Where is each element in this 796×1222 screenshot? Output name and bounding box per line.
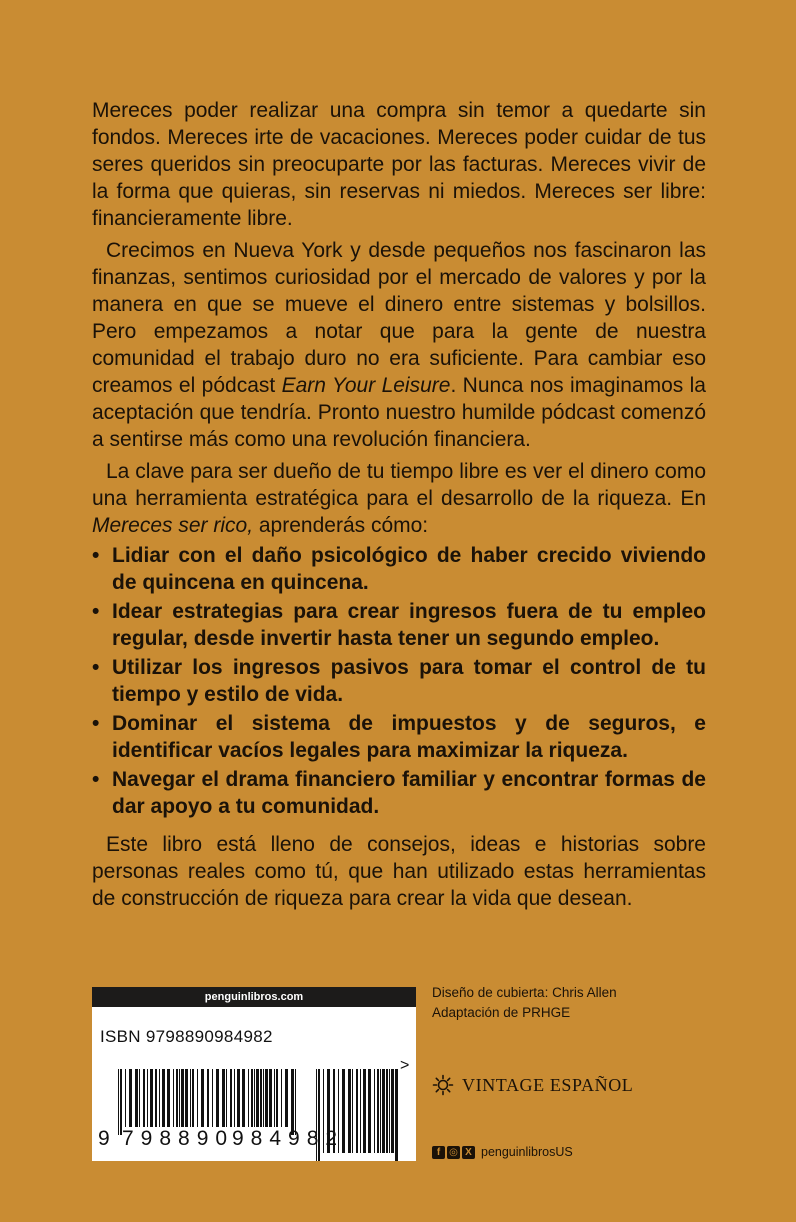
barcode-digits-right: 984982 (232, 1127, 345, 1150)
barcode-bar (254, 1069, 255, 1127)
barcode-bar (212, 1069, 213, 1127)
list-item (92, 542, 706, 596)
paragraph-2 (92, 237, 706, 453)
paragraph-1: Mereces poder realizar una compra sin temor a quedarte sin fondos. Mereces irte de vacaciones. Mereces poder cuidar de tus seres queridos sin preocuparte por las facturas. Mereces vivir de la forma que quieras, sin reservas ni miedos. Mereces ser libre: financieramente libre. (92, 99, 706, 230)
instagram-icon: ◎ (447, 1146, 460, 1159)
facebook-icon: f (432, 1146, 445, 1159)
barcode-bar (234, 1069, 235, 1127)
barcode-bar (281, 1069, 282, 1127)
cover-design-credit: Diseño de cubierta: Chris Allen (432, 985, 617, 1000)
closing-paragraph: Este libro está lleno de consejos, ideas e historias sobre personas reales como tú, que han utilizado estas herramientas de construcción de riqueza para crear la vida que desean. (92, 833, 706, 910)
barcode-bar (251, 1069, 253, 1127)
barcode-bar (173, 1069, 174, 1127)
list-item (92, 766, 706, 820)
isbn-barcode-box (92, 987, 416, 1161)
barcode-bar (242, 1069, 245, 1127)
barcode-bar (207, 1069, 209, 1127)
barcode-bar (179, 1069, 180, 1127)
barcode-bar (201, 1069, 204, 1127)
list-item (92, 710, 706, 764)
barcode-bar (159, 1069, 160, 1127)
paragraph-3-start: La clave para ser dueño de tu tiempo libre es ver el dinero como una herramienta estratégica para el desarrollo de la riqueza. En (92, 460, 706, 510)
barcode-bar (185, 1069, 188, 1127)
social-handle: penguinlibrosUS (481, 1145, 573, 1159)
barcode-bar (291, 1069, 294, 1135)
bullet-mark: • (92, 544, 100, 567)
imprint-name: VINTAGE ESPAÑOL (462, 1074, 634, 1095)
barcode-bar (181, 1069, 184, 1127)
barcode-bar (237, 1069, 240, 1127)
barcode-bar (276, 1069, 278, 1127)
barcode-digits (92, 1127, 416, 1155)
barcode-bar (216, 1069, 219, 1127)
barcode-bar (269, 1069, 272, 1127)
barcode-bars-main (118, 1069, 296, 1135)
adaptation-credit: Adaptación de PRHGE (432, 1005, 571, 1020)
list-item (92, 654, 706, 708)
list-item-text: Idear estrategias para crear ingresos fuera de tu empleo regular, desde invertir hasta tener un segundo empleo. (112, 600, 706, 650)
social-media (432, 1142, 573, 1162)
paragraph-2-end: . Nunca nos imaginamos la aceptación que tendría. Pronto nuestro humilde pódcast comenzó a sentirse más como una revolución financiera. (92, 374, 706, 451)
barcode-bar (139, 1069, 140, 1127)
book-title: Mereces ser rico, (92, 514, 254, 537)
paragraph-3 (92, 458, 706, 539)
barcode-bar (260, 1069, 262, 1127)
closing-text (92, 831, 706, 912)
list-item-text: Navegar el drama financiero familiar y encontrar formas de dar apoyo a tu comunidad. (112, 768, 706, 818)
barcode-bar (295, 1069, 296, 1135)
list-item-text: Dominar el sistema de impuestos y de seguros, e identificar vacíos legales para maximizar la riqueza. (112, 712, 706, 762)
barcode-bar (167, 1069, 170, 1127)
barcode-bar (155, 1069, 157, 1127)
cover-credits (432, 983, 617, 1023)
barcode-bar (162, 1069, 165, 1127)
barcode-bar (192, 1069, 194, 1127)
barcode-bar (265, 1069, 268, 1127)
quiet-zone-mark: > (400, 1057, 410, 1074)
barcode-bar (120, 1069, 122, 1135)
barcode-bar (222, 1069, 225, 1127)
barcode-bar (125, 1069, 126, 1127)
barcode-bar (263, 1069, 264, 1127)
barcode-bar (176, 1069, 178, 1127)
barcode-bar (143, 1069, 145, 1127)
barcode-bar (118, 1069, 119, 1135)
barcode-bar (135, 1069, 138, 1127)
imprint-logo (432, 1068, 633, 1102)
bullet-mark: • (92, 600, 100, 623)
barcode-bar (197, 1069, 198, 1127)
barcode-bar (285, 1069, 288, 1127)
description-text (92, 97, 706, 544)
isbn-label: ISBN 9798890984982 (100, 1027, 273, 1046)
barcode-bar (274, 1069, 275, 1127)
barcode-bar (230, 1069, 232, 1127)
barcode-bar (190, 1069, 191, 1127)
bullet-mark: • (92, 712, 100, 735)
barcode-bar (129, 1069, 132, 1127)
paragraph-3-end: aprenderás cómo: (253, 514, 429, 537)
sun-icon (432, 1074, 454, 1096)
bullet-mark: • (92, 656, 100, 679)
bullet-list (92, 542, 706, 822)
barcode-bar (147, 1069, 148, 1127)
barcode-bar (248, 1069, 249, 1127)
podcast-title: Earn Your Leisure (281, 374, 451, 397)
barcode-bar (226, 1069, 227, 1127)
barcode-bar (256, 1069, 259, 1127)
barcode-digit-lead: 9 (98, 1127, 110, 1150)
publisher-website: penguinlibros.com (92, 987, 416, 1007)
bullet-mark: • (92, 768, 100, 791)
list-item (92, 598, 706, 652)
barcode-digits-left: 798890 (122, 1127, 235, 1150)
x-icon: X (462, 1146, 475, 1159)
paragraph-2-start: Crecimos en Nueva York y desde pequeños nos fascinaron las finanzas, sentimos curiosidad por el mercado de valores y por la manera en que se mueve el dinero entre sistemas y bolsillos. Pero empezamos a notar que para la gente de nuestra comunidad el trabajo duro no era suficiente. Para cambiar eso creamos el pódcast (92, 239, 706, 397)
barcode-bar (150, 1069, 153, 1127)
list-item-text: Utilizar los ingresos pasivos para tomar el control de tu tiempo y estilo de vida. (112, 656, 706, 706)
list-item-text: Lidiar con el daño psicológico de haber crecido viviendo de quincena en quincena. (112, 544, 706, 594)
